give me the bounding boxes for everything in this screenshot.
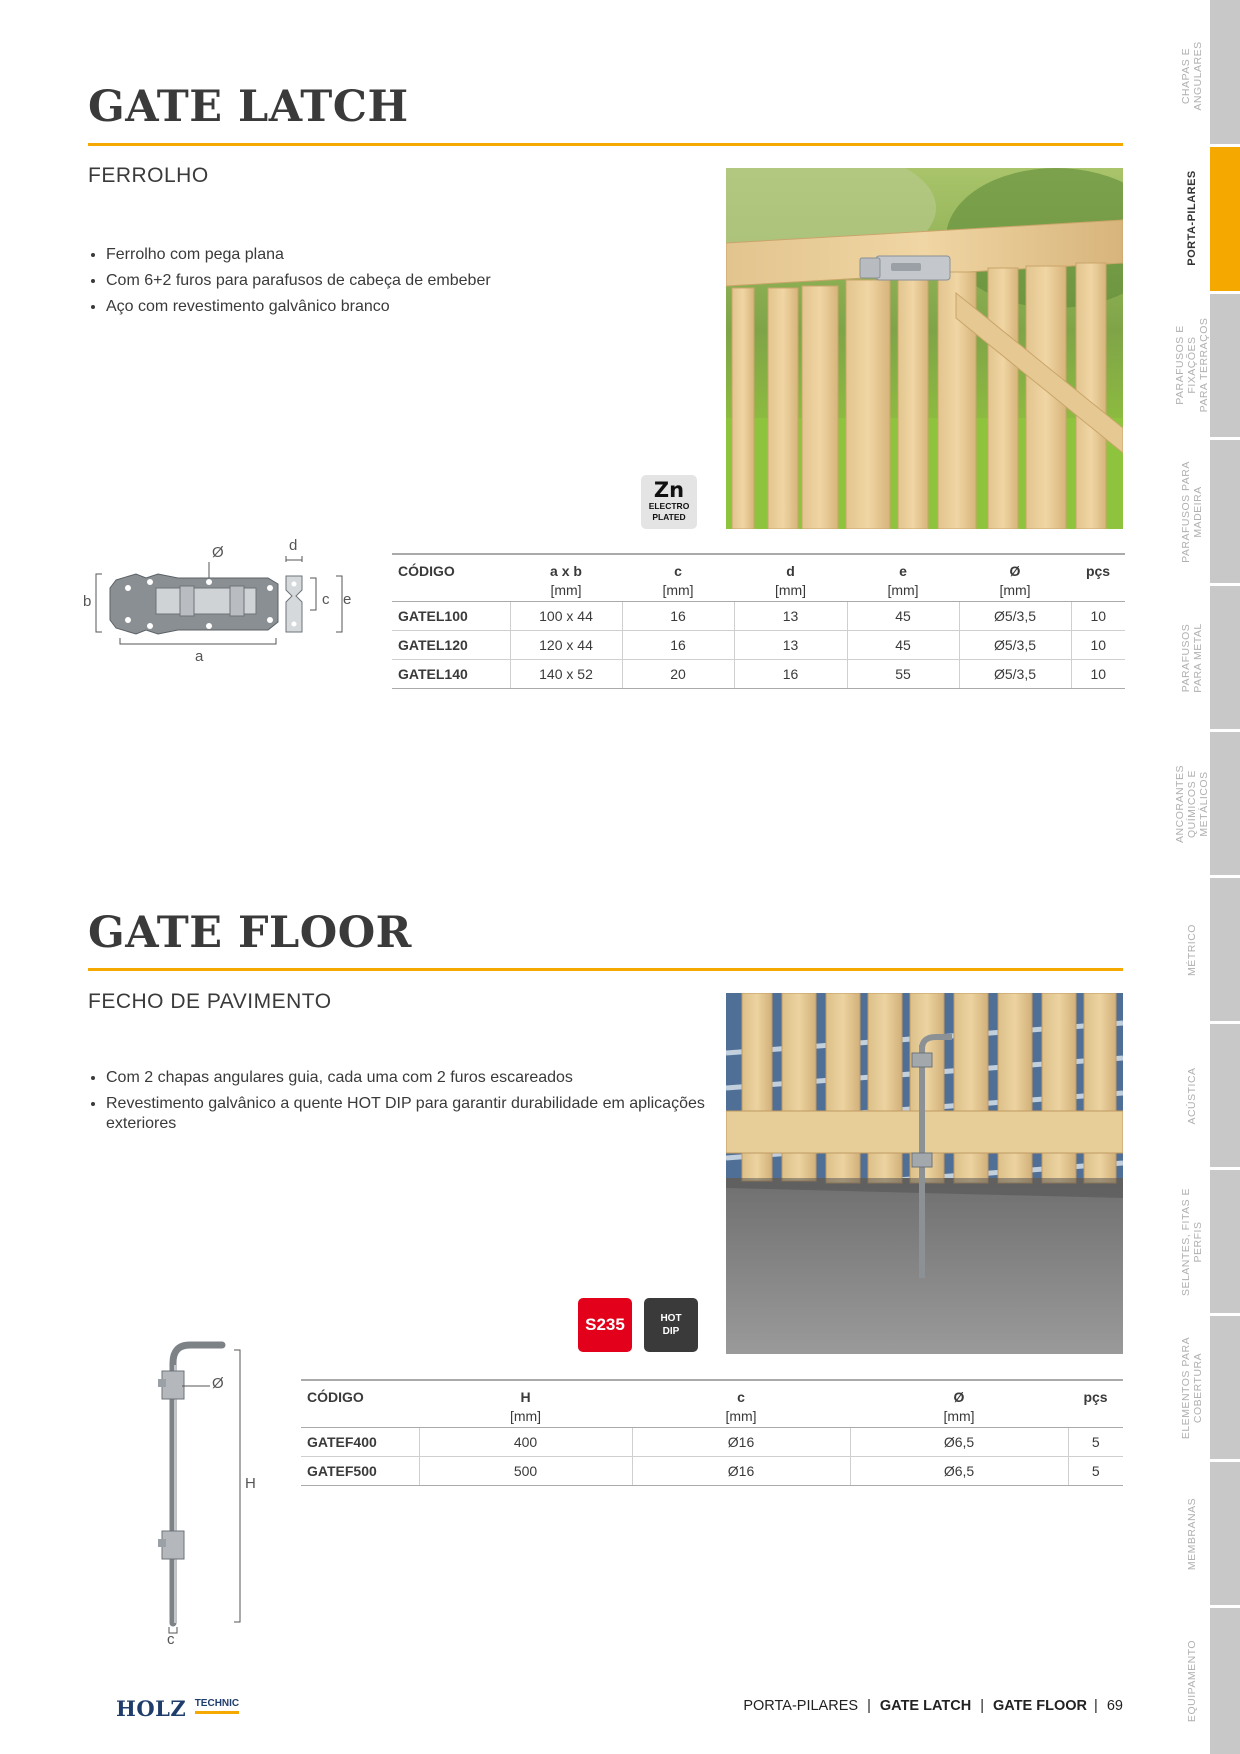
table-cell: GATEF500 bbox=[301, 1457, 419, 1486]
sidebar-label-line: PARAFUSOS PARA bbox=[1180, 461, 1192, 563]
unit-cell: [mm] bbox=[622, 579, 734, 602]
column-header: a x b bbox=[510, 554, 622, 579]
sidebar-label-line: MÉTRICO bbox=[1186, 924, 1198, 976]
gate-latch-photo bbox=[726, 168, 1123, 529]
table-cell: 16 bbox=[734, 660, 847, 689]
column-header: H bbox=[419, 1380, 632, 1405]
gate-floor-spec-table bbox=[301, 1379, 1123, 1486]
column-header: pçs bbox=[1068, 1380, 1123, 1405]
table-cell: 10 bbox=[1071, 660, 1125, 689]
diagram-label-diameter: Ø bbox=[212, 544, 224, 561]
footer-separator: | bbox=[980, 1698, 984, 1714]
table-cell: Ø16 bbox=[632, 1457, 850, 1486]
unit-cell bbox=[1071, 579, 1125, 602]
column-header: d bbox=[734, 554, 847, 579]
sidebar-label-line: PARA TERRAÇOS bbox=[1198, 317, 1210, 413]
gate-latch-rule bbox=[88, 143, 1123, 146]
unit-cell bbox=[392, 579, 510, 602]
diagram-label-b: b bbox=[83, 593, 92, 610]
table-cell: GATEL100 bbox=[392, 602, 510, 631]
table-cell: 13 bbox=[734, 602, 847, 631]
table-cell: Ø5/3,5 bbox=[959, 660, 1071, 689]
table-cell: Ø6,5 bbox=[850, 1457, 1068, 1486]
holz-technic-logo bbox=[116, 1696, 239, 1721]
hot-dip-badge bbox=[644, 1298, 698, 1352]
sidebar-label-line: ACÚSTICA bbox=[1186, 1067, 1198, 1125]
footer-crumb: GATE FLOOR bbox=[993, 1698, 1088, 1714]
electro-plated-badge bbox=[641, 475, 697, 529]
gate-latch-subtitle: FERROLHO bbox=[88, 164, 209, 187]
footer-breadcrumb bbox=[743, 1698, 1123, 1714]
sidebar-label-line: FIXAÇÕES bbox=[1186, 336, 1198, 394]
unit-cell: [mm] bbox=[734, 579, 847, 602]
sidebar-label-line: PERFIS bbox=[1192, 1221, 1204, 1263]
sidebar-label-membranas[interactable] bbox=[1162, 1464, 1222, 1604]
sidebar-label-parafusos-madeira[interactable] bbox=[1162, 442, 1222, 582]
diagram-label-d: d bbox=[289, 537, 298, 554]
sidebar-label-line: PARAFUSOS bbox=[1180, 623, 1192, 693]
sidebar-label-line: PARA METAL bbox=[1192, 623, 1204, 693]
logo-brand: HOLZ bbox=[116, 1696, 187, 1721]
table-row bbox=[392, 631, 1125, 660]
sidebar-label-parafusos-metal[interactable] bbox=[1162, 588, 1222, 728]
feature-item: • Ferrolho com pega plana bbox=[106, 242, 491, 268]
diagram-label-c: c bbox=[322, 591, 330, 608]
feature-item: • Revestimento galvânico a quente HOT DIP para garantir durabilidade em aplicações exteriores bbox=[106, 1094, 706, 1134]
table-cell: 5 bbox=[1068, 1457, 1123, 1486]
unit-cell: [mm] bbox=[419, 1405, 632, 1428]
table-cell: GATEL120 bbox=[392, 631, 510, 660]
sidebar-label-elementos-cobertura[interactable] bbox=[1162, 1318, 1222, 1458]
table-cell: Ø5/3,5 bbox=[959, 602, 1071, 631]
gate-latch-spec-table bbox=[392, 553, 1125, 689]
table-cell: 45 bbox=[847, 602, 959, 631]
column-header: pçs bbox=[1071, 554, 1125, 579]
table-cell: 16 bbox=[622, 602, 734, 631]
sidebar-label-equipamento[interactable] bbox=[1162, 1611, 1222, 1751]
diagram-label-c: c bbox=[167, 1631, 175, 1648]
gate-floor-subtitle: FECHO DE PAVIMENTO bbox=[88, 990, 332, 1013]
table-row bbox=[392, 660, 1125, 689]
footer-separator: | bbox=[1094, 1698, 1098, 1714]
sidebar-label-line: MADEIRA bbox=[1192, 486, 1204, 538]
badge-line: PLATED bbox=[652, 512, 686, 522]
table-cell: 16 bbox=[622, 631, 734, 660]
badge-line: HOT bbox=[660, 1313, 682, 1324]
sidebar-label-line: ANCORANTES bbox=[1174, 765, 1186, 843]
sidebar-label-line: PORTA-PILARES bbox=[1186, 170, 1198, 266]
table-cell: 45 bbox=[847, 631, 959, 660]
sidebar-label-parafusos-terracos[interactable] bbox=[1162, 295, 1222, 435]
gate-floor-diagram bbox=[140, 1335, 280, 1655]
table-cell: 55 bbox=[847, 660, 959, 689]
sidebar-label-line: PARAFUSOS E bbox=[1174, 325, 1186, 405]
sidebar-label-line: MEMBRANAS bbox=[1186, 1497, 1198, 1571]
sidebar-label-line: EQUIPAMENTO bbox=[1186, 1639, 1198, 1723]
sidebar-label-chapas-angulares[interactable] bbox=[1162, 6, 1222, 146]
unit-cell: [mm] bbox=[847, 579, 959, 602]
diagram-label-diameter: Ø bbox=[212, 1375, 224, 1392]
page-number: 69 bbox=[1106, 1698, 1123, 1714]
table-cell: 10 bbox=[1071, 631, 1125, 660]
gate-latch-title: GATE LATCH bbox=[88, 82, 409, 132]
sidebar-label-metrico[interactable] bbox=[1162, 880, 1222, 1020]
sidebar-label-line: SELANTES, FITAS E bbox=[1180, 1187, 1192, 1297]
sidebar-label-line: ELEMENTOS PARA bbox=[1180, 1336, 1192, 1440]
table-cell: Ø6,5 bbox=[850, 1428, 1068, 1457]
table-cell: 140 x 52 bbox=[510, 660, 622, 689]
column-header: Ø bbox=[959, 554, 1071, 579]
gate-floor-photo bbox=[726, 993, 1123, 1354]
feature-item: • Com 2 chapas angulares guia, cada uma com 2 furos escareados bbox=[106, 1068, 706, 1088]
column-header: CÓDIGO bbox=[392, 554, 510, 579]
sidebar-label-line: METÁLICOS bbox=[1198, 771, 1210, 837]
column-header: c bbox=[622, 554, 734, 579]
column-header: Ø bbox=[850, 1380, 1068, 1405]
sidebar-label-ancorantes[interactable] bbox=[1162, 734, 1222, 874]
badge-line: DIP bbox=[662, 1326, 680, 1337]
diagram-label-H: H bbox=[245, 1475, 256, 1492]
unit-cell: [mm] bbox=[850, 1405, 1068, 1428]
sidebar-label-line: COBERTURA bbox=[1192, 1352, 1204, 1424]
gate-latch-features bbox=[88, 242, 491, 320]
column-header: c bbox=[632, 1380, 850, 1405]
column-header: CÓDIGO bbox=[301, 1380, 419, 1405]
feature-item: • Com 6+2 furos para parafusos de cabeça de embeber bbox=[106, 268, 491, 294]
unit-cell: [mm] bbox=[510, 579, 622, 602]
feature-item: • Aço com revestimento galvânico branco bbox=[106, 294, 491, 320]
gate-latch-diagram bbox=[82, 537, 352, 670]
table-row bbox=[301, 1428, 1123, 1457]
diagram-label-a: a bbox=[195, 648, 204, 665]
table-cell: 100 x 44 bbox=[510, 602, 622, 631]
sidebar-label-line: CHAPAS E bbox=[1180, 47, 1192, 105]
table-cell: Ø5/3,5 bbox=[959, 631, 1071, 660]
zinc-symbol: Zn bbox=[653, 478, 685, 502]
table-cell: GATEF400 bbox=[301, 1428, 419, 1457]
table-cell: GATEL140 bbox=[392, 660, 510, 689]
footer-separator: | bbox=[867, 1698, 871, 1714]
sidebar-label-selantes[interactable] bbox=[1162, 1172, 1222, 1312]
table-cell: Ø16 bbox=[632, 1428, 850, 1457]
unit-cell bbox=[301, 1405, 419, 1428]
sidebar-label-porta-pilares[interactable] bbox=[1162, 148, 1222, 288]
sidebar-label-line: QUÍMICOS E bbox=[1186, 770, 1198, 839]
unit-cell: [mm] bbox=[959, 579, 1071, 602]
gate-floor-features bbox=[88, 1068, 706, 1134]
table-cell: 400 bbox=[419, 1428, 632, 1457]
table-cell: 5 bbox=[1068, 1428, 1123, 1457]
table-row bbox=[392, 602, 1125, 631]
diagram-label-e: e bbox=[343, 591, 352, 608]
sidebar-label-line: ANGULARES bbox=[1192, 41, 1204, 111]
column-header: e bbox=[847, 554, 959, 579]
unit-cell: [mm] bbox=[632, 1405, 850, 1428]
footer-crumb: PORTA-PILARES bbox=[743, 1698, 859, 1714]
steel-grade-badge: S235 bbox=[578, 1298, 632, 1352]
logo-sub: TECHNIC bbox=[195, 1698, 239, 1714]
table-cell: 13 bbox=[734, 631, 847, 660]
badge-line: ELECTRO bbox=[648, 501, 690, 511]
gate-floor-rule bbox=[88, 968, 1123, 971]
table-cell: 500 bbox=[419, 1457, 632, 1486]
table-cell: 120 x 44 bbox=[510, 631, 622, 660]
table-row bbox=[301, 1457, 1123, 1486]
footer-crumb: GATE LATCH bbox=[879, 1698, 972, 1714]
table-cell: 10 bbox=[1071, 602, 1125, 631]
unit-cell bbox=[1068, 1405, 1123, 1428]
sidebar-label-acustica[interactable] bbox=[1162, 1026, 1222, 1166]
table-cell: 20 bbox=[622, 660, 734, 689]
gate-floor-title: GATE FLOOR bbox=[88, 908, 412, 958]
